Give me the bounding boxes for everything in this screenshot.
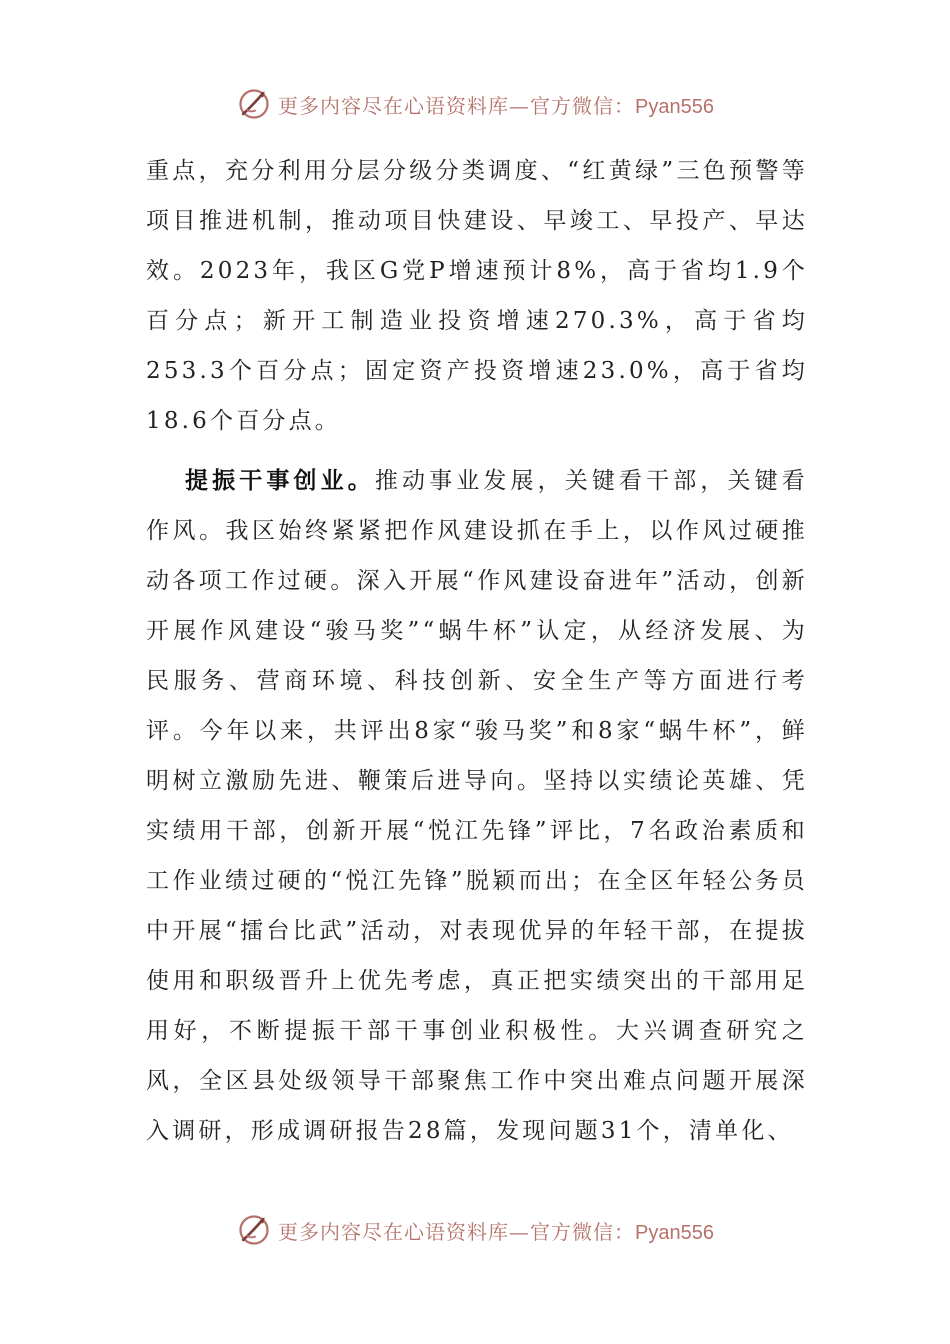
pen-logo-icon	[236, 1212, 272, 1248]
header-watermark-banner	[0, 84, 950, 124]
wechat-id: Pyan556	[635, 95, 714, 118]
paragraph-entrepreneurship	[146, 456, 808, 1156]
pen-logo-icon	[236, 86, 272, 122]
footer-watermark-banner	[0, 1210, 950, 1250]
paragraph-body-text: 推动事业发展，关键看干部，关键看作风。我区始终紧紧把作风建设抓在手上，以作风过硬推动各项工作过硬。深入开展“作风建设奋进年”活动，创新开展作风建设“骏马奖”“蜗牛杯”认定，从经济发展、为民服务、营商环境、科技创新、安全生产等方面进行考评。今年以来，共评出8家“骏马奖”和8家“蜗牛杯”，鲜明树立激励先进、鞭策后进导向。坚持以实绩论英雄、凭实绩用干部，创新开展“悦江先锋”评比，7名政治素质和工作业绩过硬的“悦江先锋”脱颖而出；在全区年轻公务员中开展“擂台比武”活动，对表现优异的年轻干部，在提拔使用和职级晋升上优先考虑，真正把实绩突出的干部用足用好，不断提振干部干事创业积极性。大兴调查研究之风，全区县处级领导干部聚焦工作中突出难点问题开展深入调研，形成调研报告28篇，发现问题31个，清单化、	[146, 468, 808, 1144]
paragraph-lead-heading: 提振干事创业。	[185, 467, 375, 494]
watermark-text	[278, 1216, 714, 1245]
paragraph-project-progress: 重点，充分利用分层分级分类调度、“红黄绿”三色预警等项目推进机制，推动项目快建设、早竣工、早投产、早达效。2023年，我区G党P增速预计8%，高于省均1.9个百分点；新开工制造业投资增速270.3%，高于省均253.3个百分点；固定资产投资增速23.0%，高于省均18.6个百分点。	[146, 158, 808, 434]
wechat-id: Pyan556	[635, 1221, 714, 1244]
watermark-label: 更多内容尽在心语资料库—官方微信：	[278, 1219, 636, 1244]
document-body	[146, 146, 808, 1156]
watermark-label: 更多内容尽在心语资料库—官方微信：	[278, 93, 636, 118]
watermark-text	[278, 90, 714, 119]
